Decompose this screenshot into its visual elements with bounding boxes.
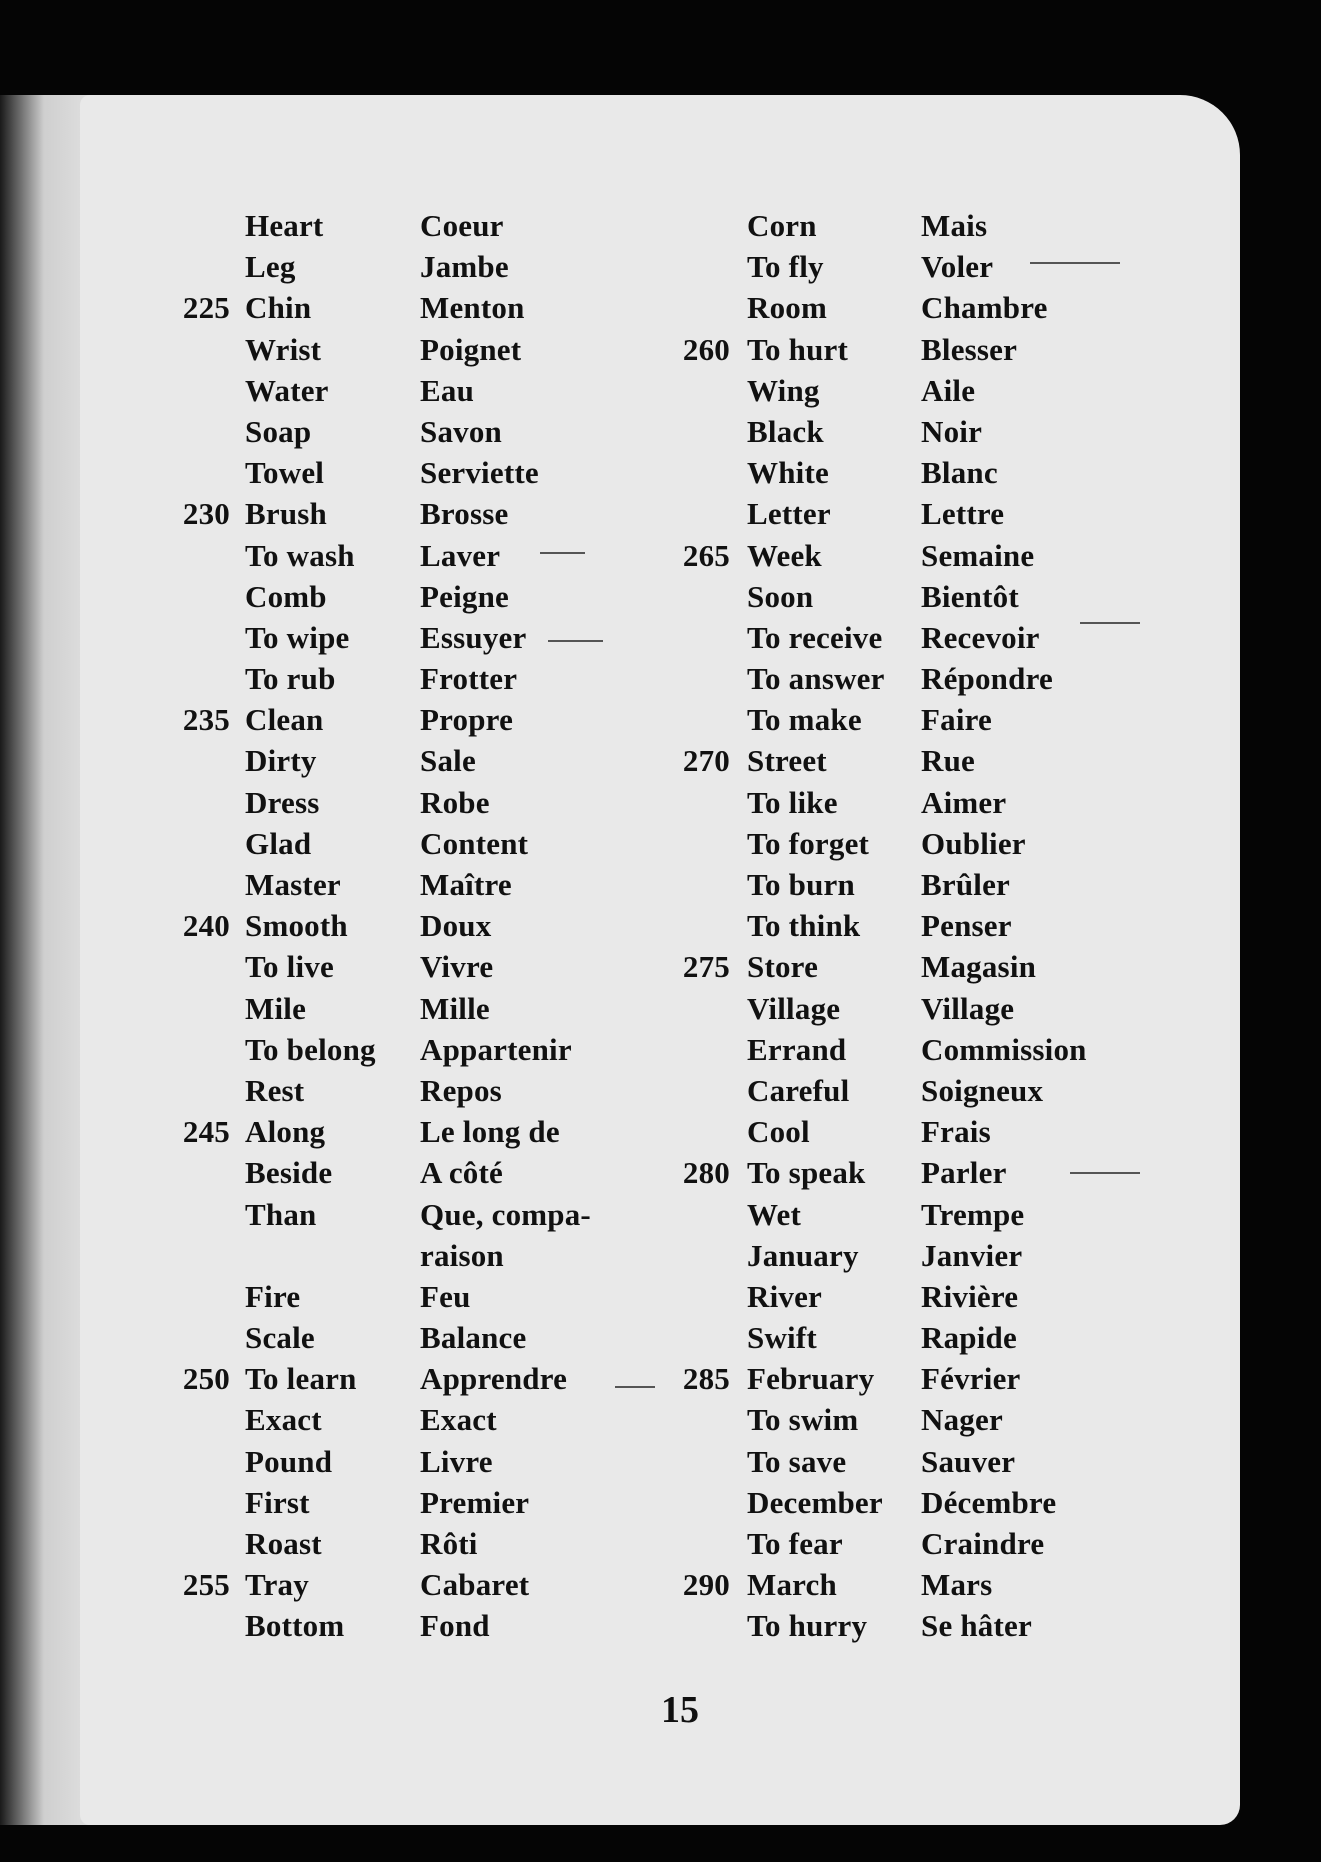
vocab-cell: Wrist xyxy=(245,331,322,367)
vocab-cell xyxy=(150,1029,230,1070)
vocab-cell: Balance xyxy=(420,1320,527,1356)
vocab-cell xyxy=(150,329,230,370)
vocab-cell xyxy=(650,1111,730,1152)
vocab-cell: Than xyxy=(245,1196,317,1232)
vocab-cell xyxy=(650,287,730,328)
vocab-cell: Apprendre xyxy=(420,1361,568,1397)
vocab-cell xyxy=(150,1605,230,1646)
vocab-cell: Fond xyxy=(420,1608,490,1644)
vocab-cell: Noir xyxy=(921,413,983,449)
vocab-cell: To save xyxy=(747,1443,847,1479)
vocab-cell: Semaine xyxy=(921,537,1035,573)
vocab-cell: Errand xyxy=(747,1031,847,1067)
vocab-cell: Janvier xyxy=(921,1237,1023,1273)
vocab-cell: To belong xyxy=(245,1031,376,1067)
vocab-cell: A côté xyxy=(420,1155,503,1191)
vocab-cell xyxy=(650,411,730,452)
vocab-cell: Premier xyxy=(420,1484,530,1520)
vocab-cell: Aile xyxy=(921,372,976,408)
vocab-cell: To speak xyxy=(747,1155,866,1191)
vocab-cell: Blanc xyxy=(921,455,998,491)
vocab-cell: 240 xyxy=(182,908,230,944)
vocab-cell: Beside xyxy=(245,1155,333,1191)
right-english-words xyxy=(747,205,885,1647)
vocab-cell xyxy=(650,1317,730,1358)
vocab-cell: To receive xyxy=(747,619,883,655)
vocab-cell: Soon xyxy=(747,578,814,614)
vocab-cell: Robe xyxy=(420,784,490,820)
vocab-cell: Brush xyxy=(245,496,327,532)
vocab-cell xyxy=(150,658,230,699)
vocab-cell: Store xyxy=(747,949,819,985)
vocab-cell: Towel xyxy=(245,455,325,491)
vocab-cell: 235 xyxy=(182,702,230,738)
vocab-cell: Soigneux xyxy=(921,1072,1044,1108)
vocab-cell: December xyxy=(747,1484,883,1520)
vocab-cell: Parler xyxy=(921,1155,1007,1191)
left-english-words xyxy=(245,205,376,1647)
vocab-cell: To live xyxy=(245,949,334,985)
vocab-cell: First xyxy=(245,1484,310,1520)
vocab-cell: Recevoir xyxy=(921,619,1040,655)
vocab-cell: To wipe xyxy=(245,619,350,655)
vocab-cell: Serviette xyxy=(420,455,539,491)
vocab-cell: Chambre xyxy=(921,290,1048,326)
vocab-cell: Black xyxy=(747,413,824,449)
vocab-cell: Bottom xyxy=(245,1608,345,1644)
vocab-cell: To hurt xyxy=(747,331,849,367)
vocab-cell xyxy=(150,1070,230,1111)
left-french-words xyxy=(420,205,591,1647)
vocab-cell xyxy=(150,370,230,411)
vocab-cell: Cabaret xyxy=(420,1567,530,1603)
vocab-cell: Exact xyxy=(420,1402,497,1438)
vocab-cell xyxy=(650,205,730,246)
vocab-cell xyxy=(150,1523,230,1564)
vocab-cell: Doux xyxy=(420,908,492,944)
vocab-cell xyxy=(650,1523,730,1564)
vocab-cell: 270 xyxy=(682,743,730,779)
vocab-cell: Rue xyxy=(921,743,975,779)
vocab-cell xyxy=(650,1441,730,1482)
vocab-cell: Faire xyxy=(921,702,993,738)
vocab-cell: Street xyxy=(747,743,827,779)
vocab-cell xyxy=(650,370,730,411)
vocab-cell: March xyxy=(747,1567,837,1603)
vocab-cell: Appartenir xyxy=(420,1031,572,1067)
vocab-cell xyxy=(150,1276,230,1317)
vocab-cell xyxy=(150,1441,230,1482)
vocab-cell: Décembre xyxy=(921,1484,1057,1520)
vocab-cell xyxy=(150,864,230,905)
vocab-cell: 255 xyxy=(182,1567,230,1603)
vocab-cell: Village xyxy=(921,990,1015,1026)
vocab-cell: To fly xyxy=(747,249,824,285)
vocab-cell: Scale xyxy=(245,1320,315,1356)
vocab-cell: Soap xyxy=(245,413,312,449)
vocab-cell xyxy=(650,864,730,905)
vocab-cell xyxy=(650,1070,730,1111)
vocab-cell: Sauver xyxy=(921,1443,1016,1479)
vocab-cell: Frotter xyxy=(420,661,518,697)
vocab-cell: Essuyer xyxy=(420,619,527,655)
vocab-cell: Rôti xyxy=(420,1526,478,1561)
vocab-cell: Glad xyxy=(245,825,312,861)
vocab-cell: Sale xyxy=(420,743,476,779)
vocab-cell: Répondre xyxy=(921,661,1053,697)
left-line-numbers xyxy=(150,205,230,1647)
vocab-cell: raison xyxy=(420,1237,504,1273)
vocab-cell: Rest xyxy=(245,1072,305,1108)
pencil-mark xyxy=(540,552,585,554)
vocab-cell: Careful xyxy=(747,1072,850,1108)
vocab-cell: To wash xyxy=(245,537,355,573)
vocab-cell xyxy=(650,1235,730,1276)
vocab-cell: To answer xyxy=(747,661,885,697)
vocab-cell: Fire xyxy=(245,1278,301,1314)
vocab-cell xyxy=(650,1194,730,1235)
vocab-cell: Blesser xyxy=(921,331,1018,367)
vocab-cell xyxy=(150,988,230,1029)
vocab-cell: 250 xyxy=(182,1361,230,1397)
vocab-cell: Peigne xyxy=(420,578,510,614)
vocab-cell xyxy=(245,1235,376,1276)
vocab-cell: 290 xyxy=(682,1567,730,1603)
vocab-cell: Commission xyxy=(921,1031,1087,1067)
vocab-cell xyxy=(150,205,230,246)
vocab-cell: Se hâter xyxy=(921,1608,1032,1644)
vocab-cell: 280 xyxy=(682,1155,730,1191)
vocab-cell xyxy=(150,1317,230,1358)
vocab-cell: Room xyxy=(747,290,828,326)
vocab-cell: To hurry xyxy=(747,1608,868,1644)
vocab-cell: To swim xyxy=(747,1402,859,1438)
vocab-cell: Le long de xyxy=(420,1114,560,1150)
vocab-cell xyxy=(650,699,730,740)
vocab-cell xyxy=(650,617,730,658)
vocab-cell: Nager xyxy=(921,1402,1003,1438)
vocab-cell: Que, compa- xyxy=(420,1196,591,1232)
vocab-cell: 230 xyxy=(182,496,230,532)
vocab-cell: To learn xyxy=(245,1361,357,1397)
vocab-cell xyxy=(650,988,730,1029)
right-line-numbers xyxy=(650,205,730,1647)
vocab-cell: Heart xyxy=(245,208,324,243)
vocab-cell: Laver xyxy=(420,537,501,573)
vocab-cell xyxy=(650,1482,730,1523)
vocab-cell: Maître xyxy=(420,867,512,902)
vocab-cell: To burn xyxy=(747,867,855,902)
vocab-cell xyxy=(650,905,730,946)
vocab-cell: Mile xyxy=(245,990,307,1026)
vocab-cell: Février xyxy=(921,1361,1021,1397)
vocab-cell xyxy=(150,1482,230,1523)
vocab-cell: Penser xyxy=(921,908,1012,944)
vocab-cell: Brosse xyxy=(420,496,509,532)
vocab-cell: Jambe xyxy=(420,249,509,285)
vocab-cell: Water xyxy=(245,372,329,408)
vocab-cell: Content xyxy=(420,825,529,861)
vocab-cell: Coeur xyxy=(420,208,504,243)
vocab-cell xyxy=(150,823,230,864)
vocab-cell: Chin xyxy=(245,290,312,326)
pencil-mark xyxy=(615,1386,655,1388)
vocab-cell xyxy=(150,1194,230,1235)
vocab-cell: Comb xyxy=(245,578,327,614)
vocab-cell xyxy=(150,617,230,658)
vocab-cell xyxy=(150,452,230,493)
vocab-cell: Pound xyxy=(245,1443,333,1479)
vocab-cell: Poignet xyxy=(420,331,522,367)
vocab-cell xyxy=(150,411,230,452)
vocab-cell: Dress xyxy=(245,784,320,820)
vocab-cell xyxy=(650,782,730,823)
vocab-cell: Exact xyxy=(245,1402,322,1438)
vocab-cell: To make xyxy=(747,702,862,738)
vocab-cell: Savon xyxy=(420,413,502,449)
pencil-mark xyxy=(1070,1172,1140,1174)
vocab-cell: To forget xyxy=(747,825,870,861)
vocab-cell: Rapide xyxy=(921,1320,1017,1356)
vocab-cell: Dirty xyxy=(245,743,317,779)
vocab-cell: Magasin xyxy=(921,949,1037,985)
right-french-words xyxy=(921,205,1087,1647)
vocab-cell: Village xyxy=(747,990,841,1026)
page-number: 15 xyxy=(661,1689,699,1731)
vocab-cell: January xyxy=(747,1237,859,1273)
vocab-cell xyxy=(650,1276,730,1317)
vocab-cell: Mais xyxy=(921,208,988,243)
vocab-cell: Master xyxy=(245,867,341,902)
vocab-cell: Wet xyxy=(747,1196,801,1232)
vocab-cell xyxy=(650,823,730,864)
vocab-cell: Letter xyxy=(747,496,831,532)
pencil-mark xyxy=(548,640,603,642)
vocab-cell: Cool xyxy=(747,1114,810,1150)
vocab-cell: Voler xyxy=(921,249,994,285)
vocab-cell: 275 xyxy=(682,949,730,985)
vocab-cell xyxy=(650,1605,730,1646)
vocab-cell: 225 xyxy=(182,290,230,326)
vocab-cell: Leg xyxy=(245,249,296,285)
vocab-cell xyxy=(150,535,230,576)
vocab-cell: Eau xyxy=(420,372,475,408)
vocab-cell: Brûler xyxy=(921,867,1011,902)
vocab-cell: Mars xyxy=(921,1567,993,1603)
pencil-mark xyxy=(1080,622,1140,624)
vocab-cell xyxy=(650,493,730,534)
vocab-cell: To rub xyxy=(245,661,336,697)
vocab-cell: Propre xyxy=(420,702,514,738)
vocab-cell: Bientôt xyxy=(921,578,1019,614)
vocab-cell xyxy=(150,740,230,781)
vocab-cell xyxy=(150,246,230,287)
vocab-cell: Rivière xyxy=(921,1278,1019,1314)
vocab-cell: To think xyxy=(747,908,861,944)
vocab-cell xyxy=(150,946,230,987)
vocab-cell: February xyxy=(747,1361,875,1397)
vocab-cell: 260 xyxy=(682,331,730,367)
pencil-mark xyxy=(1030,262,1120,264)
vocab-cell: Frais xyxy=(921,1114,991,1150)
vocab-cell: Repos xyxy=(420,1072,502,1108)
vocab-cell: Wing xyxy=(747,372,820,408)
vocab-cell: Oublier xyxy=(921,825,1026,861)
vocab-cell: Corn xyxy=(747,208,817,243)
vocab-cell: Swift xyxy=(747,1320,817,1356)
vocab-cell: Roast xyxy=(245,1526,322,1561)
vocab-cell: White xyxy=(747,455,829,491)
vocab-cell xyxy=(650,1029,730,1070)
vocab-cell: Along xyxy=(245,1114,326,1150)
vocab-cell: River xyxy=(747,1278,823,1314)
vocab-cell xyxy=(150,1152,230,1193)
vocab-cell: Vivre xyxy=(420,949,494,985)
vocab-cell: 245 xyxy=(182,1114,230,1150)
vocab-cell: Feu xyxy=(420,1278,471,1314)
vocab-cell xyxy=(650,452,730,493)
vocab-cell: Menton xyxy=(420,290,525,326)
vocab-cell xyxy=(150,576,230,617)
vocab-cell: Livre xyxy=(420,1443,493,1479)
vocab-cell: Tray xyxy=(245,1567,309,1603)
vocab-cell: Aimer xyxy=(921,784,1007,820)
vocab-cell: Lettre xyxy=(921,496,1005,532)
vocab-cell: Week xyxy=(747,537,822,573)
vocab-cell: Smooth xyxy=(245,908,348,944)
vocab-cell: To like xyxy=(747,784,838,820)
vocab-cell: 285 xyxy=(682,1361,730,1397)
vocab-cell: Craindre xyxy=(921,1526,1045,1561)
vocab-cell xyxy=(650,246,730,287)
vocab-cell: To fear xyxy=(747,1526,843,1561)
vocab-cell xyxy=(650,1399,730,1440)
vocab-cell: Clean xyxy=(245,702,324,738)
vocab-cell: Trempe xyxy=(921,1196,1025,1232)
vocab-cell xyxy=(150,1399,230,1440)
vocab-cell: 265 xyxy=(682,537,730,573)
vocab-cell xyxy=(150,1235,230,1276)
vocab-cell xyxy=(650,658,730,699)
vocab-cell xyxy=(650,576,730,617)
vocab-cell xyxy=(150,782,230,823)
vocab-cell: Mille xyxy=(420,990,490,1026)
